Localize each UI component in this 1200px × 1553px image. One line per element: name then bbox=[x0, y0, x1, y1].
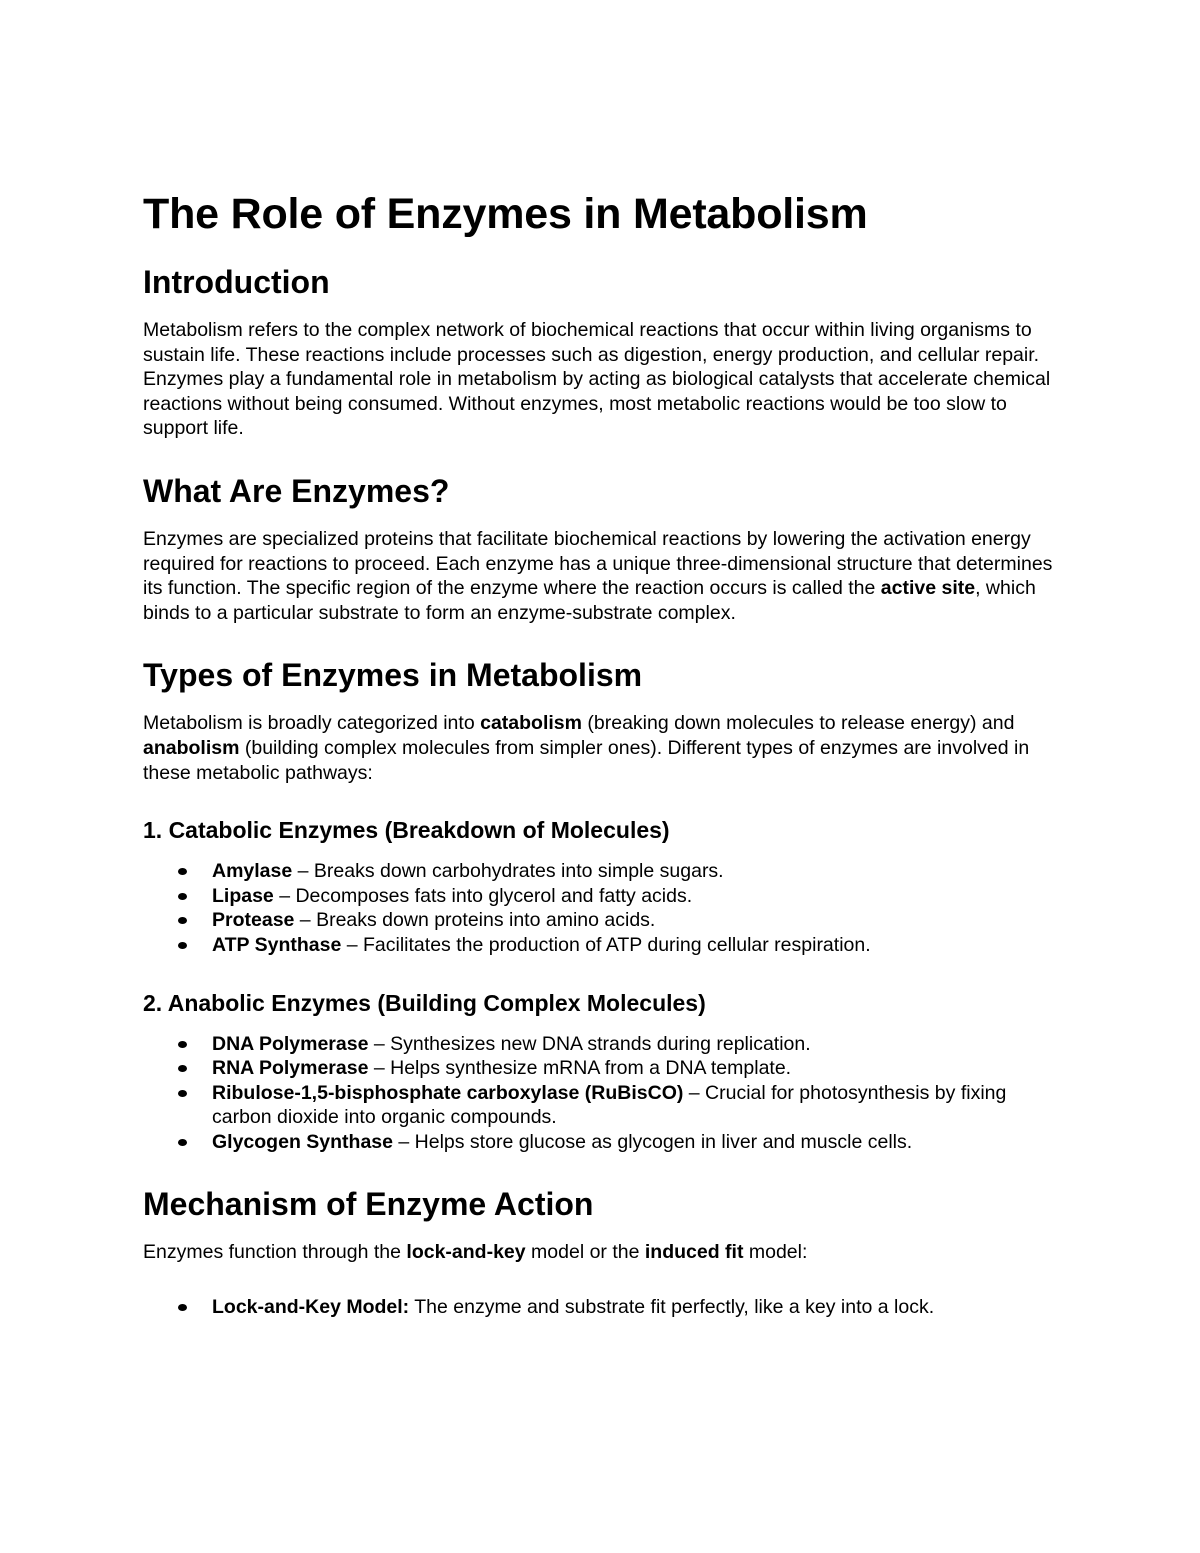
mechanism-paragraph bbox=[143, 1240, 1063, 1265]
anabolic-enzymes-list bbox=[143, 1032, 1063, 1155]
text-run: (breaking down molecules to release energy) and bbox=[581, 712, 1015, 735]
enzyme-description: – Helps synthesize mRNA from a DNA template. bbox=[368, 1057, 792, 1080]
what-are-enzymes-paragraph bbox=[143, 527, 1063, 625]
enzyme-description: – Synthesizes new DNA strands during replication. bbox=[368, 1032, 811, 1055]
catabolic-enzymes-list bbox=[143, 859, 1063, 957]
list-item bbox=[143, 884, 1063, 909]
bullet-icon bbox=[178, 893, 187, 900]
bullet-icon bbox=[178, 1065, 187, 1072]
list-item bbox=[143, 1130, 1063, 1155]
model-description: The enzyme and substrate fit perfectly, like a key into a lock. bbox=[409, 1296, 935, 1319]
bullet-icon bbox=[178, 942, 187, 949]
enzyme-name: Protease bbox=[212, 909, 295, 932]
bold-term-catabolism: catabolism bbox=[480, 712, 582, 735]
mechanism-heading: Mechanism of Enzyme Action bbox=[143, 1186, 594, 1223]
enzyme-name: Amylase bbox=[212, 860, 293, 883]
list-item bbox=[143, 1081, 1063, 1130]
text-run: , which binds to a particular substrate to form an enzyme-substrate complex. bbox=[143, 577, 1036, 624]
bold-term-active-site: active site bbox=[880, 577, 976, 600]
bullet-icon bbox=[178, 917, 187, 924]
list-item bbox=[143, 1056, 1063, 1081]
what-are-enzymes-heading: What Are Enzymes? bbox=[143, 472, 450, 509]
document-page bbox=[143, 188, 1063, 1350]
bullet-icon bbox=[178, 1139, 187, 1146]
types-of-enzymes-heading: Types of Enzymes in Metabolism bbox=[143, 657, 643, 694]
enzyme-description: – Helps store glucose as glycogen in liver and muscle cells. bbox=[392, 1130, 913, 1153]
document-title: The Role of Enzymes in Metabolism bbox=[143, 190, 868, 238]
bullet-icon bbox=[178, 1041, 187, 1048]
bullet-icon bbox=[178, 1304, 187, 1311]
text-run: model: bbox=[743, 1241, 808, 1264]
catabolic-enzymes-heading: 1. Catabolic Enzymes (Breakdown of Molecules) bbox=[143, 817, 670, 844]
text-run: (building complex molecules from simpler ones). Different types of enzymes are involved in these metabolic pathways: bbox=[143, 736, 1030, 784]
bullet-icon bbox=[178, 868, 187, 875]
mechanism-models-list bbox=[143, 1295, 1063, 1320]
enzyme-name: Lipase bbox=[212, 884, 274, 907]
enzyme-description: – Breaks down carbohydrates into simple sugars. bbox=[292, 860, 724, 883]
introduction-paragraph: Metabolism refers to the complex network of biochemical reactions that occur within living organisms to sustain life. These reactions include processes such as digestion, energy production, and cellular repair. Enzymes play a fundamental role in metabolism by acting as biological catalysts that accelerate chemical reactions without being consumed. Without enzymes, most metabolic reactions would be too slow to support life. bbox=[143, 319, 1051, 440]
enzyme-description: – Decomposes fats into glycerol and fatty acids. bbox=[273, 884, 693, 907]
enzyme-name: DNA Polymerase bbox=[212, 1032, 369, 1055]
text-run: Enzymes function through the bbox=[143, 1241, 407, 1264]
enzyme-name: ATP Synthase bbox=[212, 933, 342, 956]
types-of-enzymes-paragraph bbox=[143, 711, 1063, 785]
list-item bbox=[143, 859, 1063, 884]
enzyme-name: Ribulose-1,5-bisphosphate carboxylase (RuBisCO) bbox=[212, 1081, 684, 1104]
list-item bbox=[143, 1032, 1063, 1057]
list-item bbox=[143, 1295, 1063, 1320]
introduction-heading: Introduction bbox=[143, 264, 330, 300]
text-run: model or the bbox=[525, 1241, 645, 1264]
text-run: Metabolism is broadly categorized into bbox=[143, 712, 481, 735]
list-item bbox=[143, 908, 1063, 933]
enzyme-description: – Breaks down proteins into amino acids. bbox=[294, 909, 656, 932]
text-run: Enzymes are specialized proteins that facilitate biochemical reactions by lowering the activation energy required for reactions to proceed. Each enzyme has a unique three-dimensional structure that determines its function. The specific region of the enzyme where the reaction occurs is called the bbox=[143, 527, 1053, 600]
bullet-icon bbox=[178, 1090, 187, 1097]
bold-term-anabolism: anabolism bbox=[143, 736, 240, 759]
anabolic-enzymes-heading: 2. Anabolic Enzymes (Building Complex Molecules) bbox=[143, 989, 706, 1016]
bold-term-induced-fit: induced fit bbox=[644, 1241, 744, 1264]
enzyme-name: Glycogen Synthase bbox=[212, 1130, 393, 1153]
enzyme-description: – Crucial for photosynthesis by fixing carbon dioxide into organic compounds. bbox=[212, 1081, 1007, 1129]
bold-term-lock-and-key: lock-and-key bbox=[406, 1241, 526, 1264]
model-name: Lock-and-Key Model: bbox=[212, 1296, 410, 1319]
enzyme-name: RNA Polymerase bbox=[212, 1057, 369, 1080]
list-item bbox=[143, 933, 1063, 958]
enzyme-description: – Facilitates the production of ATP during cellular respiration. bbox=[341, 933, 871, 956]
